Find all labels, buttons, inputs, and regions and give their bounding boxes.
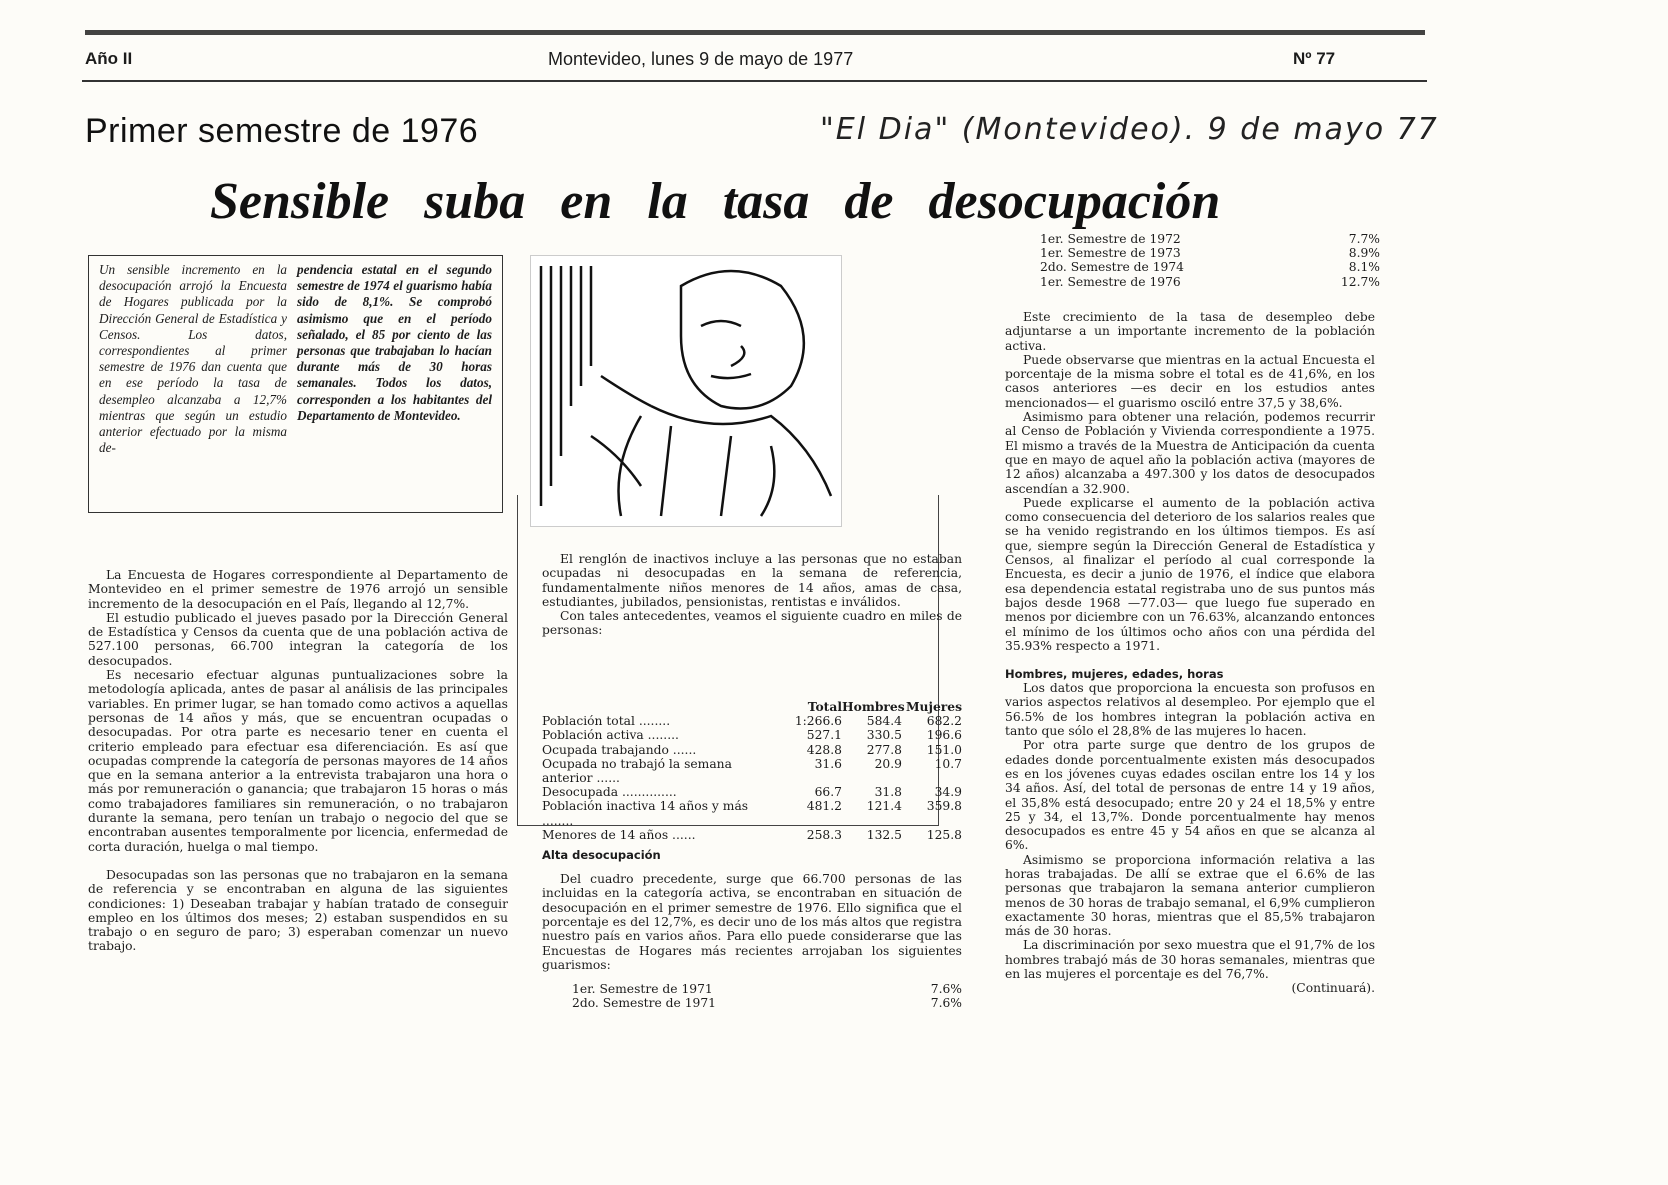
- stat-row: [1040, 275, 1380, 289]
- masthead-year: Año II: [85, 49, 133, 68]
- lead-right: pendencia estatal en el segundo semestre de 1974 el guarismo había sido de 8,1%. Se comprobó asimismo que en el período señalado, el 85 por ciento de las personas que trabajaban lo hacían durante más de 30 horas semanales. Todos los datos, corresponden a los habitantes del Departamento de Montevideo.: [297, 262, 492, 423]
- table-cell-total: 258.3: [806, 827, 842, 842]
- col-c-paragraph-4: Puede explicarse el aumento de la población activa como consecuencia del deterioro de los salarios reales que se ha venido registrando en los últimos tiempos. Es así que, siempre según la Dirección General de Estadística y Censos, al finalizar el período al cual corresponde la Encuesta, es decir a junio de 1976, el índice que elabora esa dependencia estatal registraba uno de sus puntos más bajos desde 1968 —77.03— que luego fue superado en menos por diciembre con un 76.63%, alcanzando entonces el mínimo de los últimos ocho años con una pérdida del 35.93% respecto a 1971.: [1005, 495, 1375, 653]
- table-row: [542, 785, 962, 799]
- handwritten-note: "El Dia" (Montevideo). 9 de mayo 77: [820, 112, 1439, 147]
- table-cell-hombres: 132.5: [866, 827, 902, 842]
- stat-label: 1er. Semestre de 1976: [1040, 274, 1181, 289]
- table-cell-label: Población activa ........: [542, 728, 679, 743]
- stat-value: 12.7%: [1340, 274, 1380, 289]
- table-cell-mujeres: 125.8: [926, 827, 962, 842]
- table-cell-hombres: 20.9: [874, 756, 902, 771]
- stat-label: 1er. Semestre de 1972: [1040, 232, 1181, 246]
- table-cell-total: 527.1: [806, 728, 842, 743]
- stat-row: [1040, 260, 1380, 274]
- headline: Sensible suba en la tasa de desocupación: [210, 173, 1221, 230]
- table-header-blank: [542, 700, 782, 714]
- stat-value: 7.6%: [930, 982, 962, 997]
- table-cell-label: Desocupada ..............: [542, 785, 677, 800]
- table-cell-hombres: 121.4: [866, 799, 902, 814]
- alta-heading: Alta desocupación: [542, 848, 661, 863]
- continuara: (Continuará).: [1291, 981, 1375, 996]
- stat-row: [1040, 232, 1380, 246]
- top-rule: [85, 30, 1425, 35]
- col-a-paragraph-1: La Encuesta de Hogares correspondiente al Departamento de Montevideo en el primer semestre de 1976 arrojó un sensible incremento de la desocupación en el País, llegando al 12,7%.: [88, 568, 508, 611]
- table-cell-label: Ocupada no trabajó la semana anterior ......: [542, 756, 732, 786]
- table-row: [542, 757, 962, 785]
- lead-left: Un sensible incremento en la desocupación arrojó la Encuesta de Hogares publicada por la Dirección General de Estadística y Censos. Los datos, correspondientes al primer semestre de 1976 dan cuenta que en ese período la tasa de desempleo alcanzaba a 12,7% mientras que según un estudio anterior efectuado por la misma de-: [99, 262, 287, 456]
- col-c-paragraph-1: Este crecimiento de la tasa de desempleo debe adjuntarse a un importante incremento de la población activa.: [1005, 310, 1375, 353]
- table-cell-mujeres: 151.0: [926, 742, 962, 757]
- table-cell-label: Menores de 14 años ......: [542, 827, 696, 842]
- table-header-hombres: Hombres: [842, 699, 905, 714]
- table-cell-total: 428.8: [806, 742, 842, 757]
- data-table: [542, 700, 962, 1011]
- masthead-dateline: Montevideo, lunes 9 de mayo de 1977: [548, 49, 854, 69]
- column-c: [1005, 310, 1375, 996]
- table-cell-label: Población inactiva 14 años y más ........: [542, 799, 749, 828]
- lead-box: [88, 255, 503, 513]
- stat-value: 7.7%: [1348, 232, 1380, 246]
- table-header-total: Total: [807, 699, 842, 714]
- table-cell-mujeres: 682.2: [926, 714, 962, 729]
- table-cell-total: 481.2: [806, 799, 842, 814]
- col-b-paragraph-1: El renglón de inactivos incluye a las personas que no estaban ocupadas ni desocupadas en la semana de referencia, fundamentalmente niños menores de 14 años, amas de casa, estudiantes, jubilados, pensionistas, rentistas e inválidos.: [542, 552, 962, 609]
- table-row: [542, 714, 962, 728]
- col-b-paragraph-2: Con tales antecedentes, veamos el siguiente cuadro en miles de personas:: [542, 609, 962, 638]
- table-row: [542, 828, 962, 842]
- stat-label: 1er. Semestre de 1971: [572, 982, 713, 997]
- table-cell-mujeres: 359.8: [926, 799, 962, 814]
- table-row: [542, 728, 962, 742]
- table-cell-hombres: 31.8: [874, 785, 902, 800]
- table-header-mujeres: Mujeres: [905, 699, 962, 714]
- table-header: [542, 700, 962, 714]
- table-cell-mujeres: 196.6: [926, 728, 962, 743]
- stat-value: 8.1%: [1348, 260, 1380, 275]
- col-b2-paragraph: Del cuadro precedente, surge que 66.700 personas de las incluidas en la categoría activa, se encontraban en situación de desocupación en el primer semestre de 1976. Ello significa que el porcentaje es del 12,7%, es decir uno de los más altos que registra nuestro país en varios años. Para ello puede considerarse que las Encuestas de Hogares más recientes arrojaban los siguientes guarismos:: [542, 872, 962, 972]
- portrait-sketch-icon: [531, 256, 841, 526]
- table-row: [542, 743, 962, 757]
- stat-value: 8.9%: [1348, 246, 1380, 261]
- table-row: [542, 799, 962, 827]
- col-a-paragraph-3: Es necesario efectuar algunas puntualizaciones sobre la metodología aplicada, antes de pasar al análisis de las principales variables. En primer lugar, se han tomado como activos a aquellas personas de 14 años y más, que se encuentran ocupadas o desocupadas. Por otra parte es necesario tener en cuenta el criterio empleado para efectuar esa diferenciación. Es así que ocupadas comprende la categoría de personas mayores de 14 años que en la semana anterior a la entrevista trabajaron una hora o más por remuneración o ganancia; que trabajaron 15 horas o más como trabajadores familiares sin remuneración, o no trabajaron durante la semana, pero tenían un trabajo o negocio del que se encontraban ausentes temporalmente por licencia, enfermedad de corta duración, huelga o mal tiempo.: [88, 668, 508, 854]
- table-cell-total: 66.7: [814, 785, 842, 800]
- col-c-paragraph-2: Puede observarse que mientras en la actual Encuesta el porcentaje de la misma sobre el total es de 41,6%, en los casos anteriores —es decir en los estudios antes mencionados— el guarismo osciló entre 37,5 y 38,6%.: [1005, 352, 1375, 410]
- stat-row: [572, 996, 962, 1010]
- table-cell-mujeres: 34.9: [934, 785, 962, 800]
- col-c-paragraph-3: Asimismo para obtener una relación, podemos recurrir al Censo de Población y Vivienda correspondiente a 1975. El mismo a través de la Muestra de Anticipación da cuenta que en mayo de aquel año la población activa (mayores de 12 años) alcanzaba a 497.300 y los datos de desocupados ascendían a 32.900.: [1005, 410, 1375, 496]
- table-cell-hombres: 584.4: [866, 714, 902, 729]
- masthead-issue: Nº 77: [1293, 49, 1336, 68]
- stat-label: 2do. Semestre de 1971: [572, 996, 717, 1011]
- table-cell-label: Población total ........: [542, 714, 671, 729]
- table-cell-total: 1:266.6: [794, 714, 842, 729]
- col-c2-paragraph-1: Los datos que proporciona la encuesta son profusos en varios aspectos relativos al desempleo. Por ejemplo que el 56.5% de los hombres integran la población activa en tanto que sólo el 28,8% de las mujeres lo hacen.: [1005, 681, 1375, 739]
- col-c2-paragraph-4: La discriminación por sexo muestra que el 91,7% de los hombres trabajó más de 30 horas semanales, mientras que en las mujeres el porcentaje es del 76,7%.: [1005, 938, 1375, 982]
- col-c2-paragraph-2: Por otra parte surge que dentro de los grupos de edades donde porcentualmente existen más desocupados es en los jóvenes cuyas edades oscilan entre los 14 y los 34 años. Así, del total de personas de entre 14 y 19 años, el 35,8% está desocupado; entre 20 y 24 el 18,5% y entre 25 y 34, el 13,7%. Donde porcentualmente hay menos desocupados es entre 45 y 54 años en que se alcanza al 6%.: [1005, 738, 1375, 853]
- stat-value: 7.6%: [930, 996, 962, 1011]
- stats-b: [542, 982, 962, 1010]
- stat-label: 1er. Semestre de 1973: [1040, 246, 1181, 261]
- stats-c: [1040, 232, 1380, 289]
- column-a: [88, 568, 508, 954]
- table-cell-hombres: 277.8: [866, 742, 902, 757]
- col-a-paragraph-4: Desocupadas son las personas que no trabajaron en la semana de referencia y se encontraban en alguna de las siguientes condiciones: 1) Deseaban trabajar y habían tratado de conseguir empleo en los últimos dos meses; 2) estaban suspendidos en su trabajo o en seguro de paro; 3) esperaban comenzar un nuevo trabajo.: [88, 867, 508, 954]
- table-cell-hombres: 330.5: [866, 728, 902, 743]
- kicker: Primer semestre de 1976: [85, 112, 479, 150]
- col-c2-paragraph-3: Asimismo se proporciona información relativa a las horas trabajadas. De allí se extrae que el 6.6% de las personas que trabajaron la semana anterior cumplieron menos de 30 horas de trabajo semanal, el 6,9% cumplieron exactamente 30 horas, mientras que el 85,5% trabajaron más de 30 horas.: [1005, 852, 1375, 939]
- stat-row: [1040, 246, 1380, 260]
- col-a-paragraph-2: El estudio publicado el jueves pasado por la Dirección General de Estadística y Censos da cuenta que de una población activa de 527.100 personas, 66.700 integran la categoría de los desocupados.: [88, 610, 508, 668]
- hombres-heading: Hombres, mujeres, edades, horas: [1005, 667, 1224, 682]
- table-cell-mujeres: 10.7: [934, 756, 962, 771]
- illustration: [530, 255, 842, 527]
- stat-row: [572, 982, 962, 996]
- table-cell-label: Ocupada trabajando ......: [542, 742, 697, 757]
- column-b: [542, 552, 962, 638]
- masthead-rule: [82, 80, 1427, 82]
- table-cell-total: 31.6: [814, 756, 842, 771]
- stat-label: 2do. Semestre de 1974: [1040, 260, 1185, 275]
